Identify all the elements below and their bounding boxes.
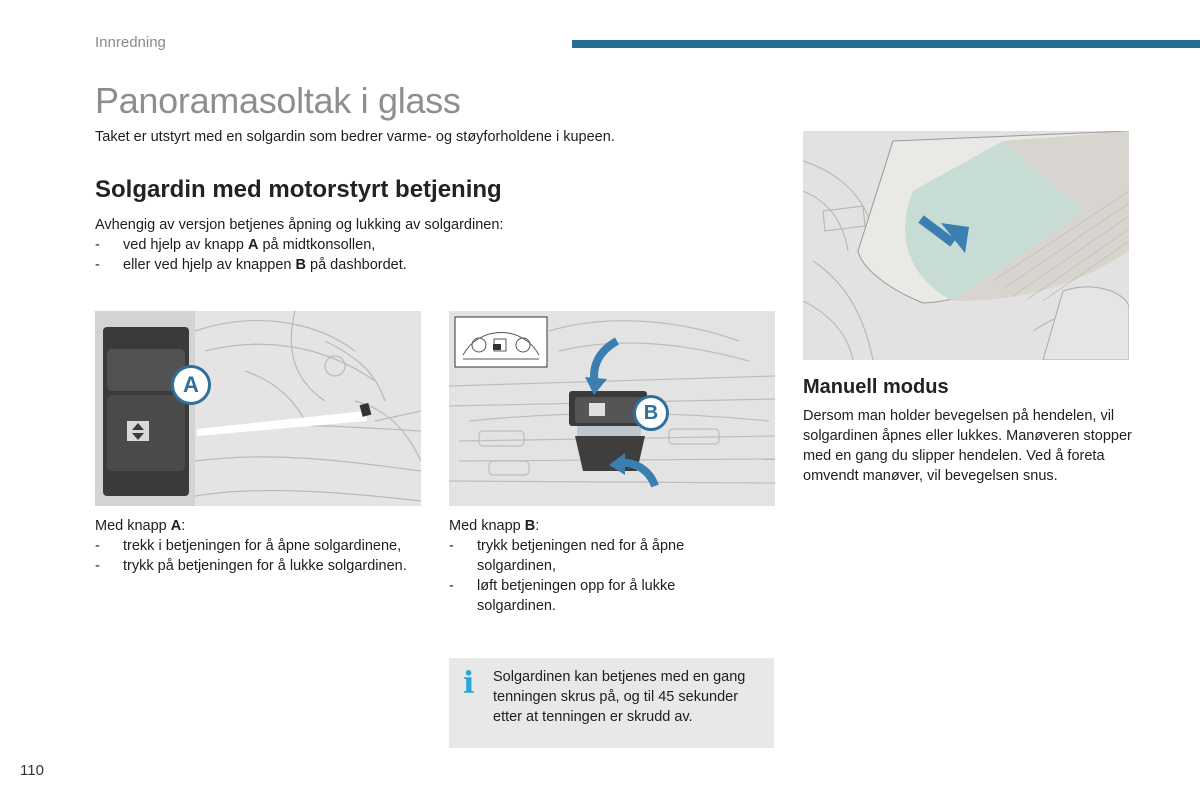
sunroof-illustration	[803, 131, 1129, 360]
figure-sunroof	[803, 131, 1129, 360]
caption-a-text: Med knapp	[95, 518, 171, 534]
badge-a: A	[171, 365, 211, 405]
caption-a-title	[95, 516, 435, 536]
list-item	[95, 235, 555, 255]
caption-b-key: B	[524, 518, 536, 534]
list-item-key: A	[247, 237, 259, 253]
list-dash: -	[95, 257, 100, 273]
button-a-list	[95, 536, 435, 576]
page-title: Panoramasoltak i glass	[95, 80, 461, 121]
motor-section-body	[95, 215, 555, 275]
header-accent-bar	[572, 40, 1200, 48]
list-item-key: B	[295, 257, 306, 273]
caption-button-b	[449, 516, 724, 616]
motor-section-heading: Solgardin med motorstyrt betjening	[95, 176, 502, 203]
list-item-text: ved hjelp av knapp	[123, 237, 248, 253]
list-item	[449, 576, 724, 616]
manual-mode-heading: Manuell modus	[803, 376, 949, 398]
list-dash: -	[95, 558, 100, 574]
caption-b-text: Med knapp	[449, 518, 525, 534]
list-item-text-end: på dashbordet.	[306, 257, 407, 273]
section-label: Innredning	[95, 34, 166, 51]
list-item	[95, 255, 555, 275]
figure-button-a	[95, 311, 421, 506]
dashboard-illustration	[449, 311, 775, 506]
list-item-text: eller ved hjelp av knappen	[123, 257, 296, 273]
button-b-list	[449, 536, 724, 616]
caption-b-colon: :	[535, 518, 540, 534]
caption-a-colon: :	[181, 518, 186, 534]
list-dash: -	[449, 578, 454, 594]
figure-button-b	[449, 311, 775, 506]
list-dash: -	[95, 538, 100, 554]
caption-b-title	[449, 516, 724, 536]
list-item-text: trykk på betjeningen for å lukke solgardinen.	[123, 558, 407, 574]
intro-text: Taket er utstyrt med en solgardin som bedrer varme- og støyforholdene i kupeen.	[95, 129, 615, 145]
motor-options-list	[95, 235, 555, 275]
console-illustration	[95, 311, 421, 506]
manual-mode-text: Dersom man holder bevegelsen på hendelen, vil solgardinen åpnes eller lukkes. Manøveren stopper med en gang du slipper hendelen. Ved å foreta omvendt manøver, vil bevegelsen snus.	[803, 408, 1132, 484]
info-box	[449, 658, 774, 748]
list-item-text-end: på midtkonsollen,	[258, 237, 376, 253]
page-number: 110	[20, 762, 44, 779]
info-text: Solgardinen kan betjenes med en gang tenningen skrus på, og til 45 sekunder etter at tenningen er skrudd av.	[493, 669, 746, 725]
info-icon: i	[463, 666, 475, 701]
motor-lead-text: Avhengig av versjon betjenes åpning og lukking av solgardinen:	[95, 217, 504, 233]
list-dash: -	[449, 538, 454, 554]
caption-button-a	[95, 516, 435, 576]
list-item-text: trykk betjeningen ned for å åpne solgardinen,	[477, 538, 685, 574]
badge-b: B	[633, 395, 669, 431]
list-item-text: løft betjeningen opp for å lukke solgardinen.	[477, 578, 676, 614]
list-item-text: trekk i betjeningen for å åpne solgardinene,	[123, 538, 402, 554]
list-item	[95, 536, 435, 556]
list-dash: -	[95, 237, 100, 253]
list-item	[95, 556, 435, 576]
caption-a-key: A	[170, 518, 182, 534]
list-item	[449, 536, 724, 576]
